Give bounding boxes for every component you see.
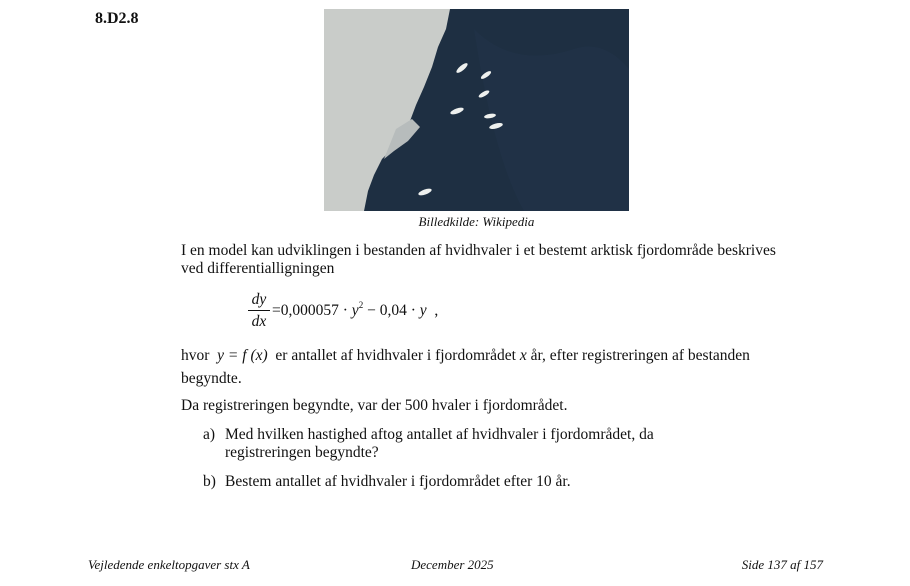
function-notation: y = f (x) [217,347,268,364]
image-caption: Billedkilde: Wikipedia [418,214,535,229]
fraction-denominator: dx [251,313,267,330]
derivative-fraction [248,292,270,330]
question-b-text: Bestem antallet af hvidhvaler i fjordområdet efter 10 år. [225,473,571,490]
variable-x: x [519,347,527,364]
intro-paragraph: I en model kan udviklingen i bestanden af hvidhvaler i et bestemt arktisk fjordområde beskrives ved differentialligningen [181,242,776,277]
question-b-label: b) [203,473,216,490]
coefficient-2: 0,04 [379,302,407,319]
initial-condition: Da registreringen begyndte, var der 500 hvaler i fjordområdet. [181,397,568,414]
footer-page-number: Side 137 af 157 [741,557,823,572]
definition-paragraph [181,344,781,390]
beluga-photo-graphic [324,9,629,211]
fraction-numerator: dy [251,291,267,308]
fraction-bar [248,310,270,311]
definition-text-1: er antallet af hvidhvaler i fjordområdet [275,347,516,364]
multiply-dot-2: · [410,302,416,319]
question-a-text: Med hvilken hastighed aftog antallet af hvidhvaler i fjordområdet, da registreringen begyndte? [225,426,654,461]
variable-y: y [351,302,359,319]
footer-center: December 2025 [411,557,494,572]
multiply-dot: · [342,302,348,319]
equation-right-side [272,300,438,320]
task-id: 8.D2.8 [95,10,139,27]
question-a-label: a) [203,426,216,443]
beluga-aerial-photo [324,9,629,211]
equation-comma: , [434,302,439,319]
definition-text-2: år, efter registreringen af bestanden begyndte. [181,347,750,387]
equals-sign: = [272,302,281,319]
variable-y-2: y [419,302,427,319]
minus-sign: − [367,302,376,319]
footer-left: Vejledende enkeltopgaver stx A [88,557,250,572]
exponent: 2 [358,300,364,310]
coefficient-1: 0,000057 [280,302,339,319]
definition-lead: hvor [181,347,210,364]
